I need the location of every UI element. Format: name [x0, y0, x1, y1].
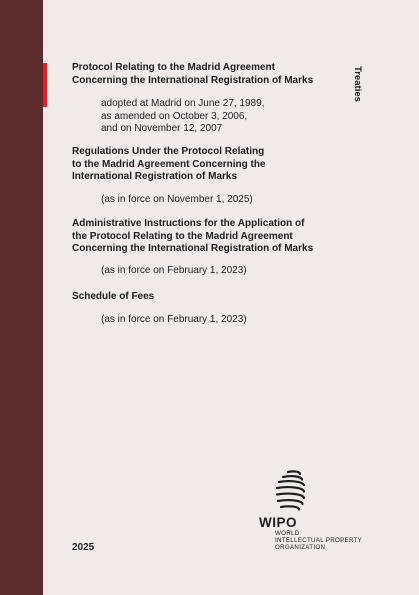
section-1-title: Protocol Relating to the Madrid Agreement Concerning the International Registration of Marks — [72, 62, 314, 86]
wipo-logo-name: WIPO — [259, 515, 297, 530]
section-1-subtitle: adopted at Madrid on June 27, 1989, as amended on October 3, 2006, and on November 12, 2007 — [101, 98, 265, 134]
section-4-title: Schedule of Fees — [72, 291, 155, 302]
red-accent-bar — [43, 63, 47, 107]
wipo-logo-fullname: WORLD INTELLECTUAL PROPERTY ORGANIZATION — [275, 530, 363, 551]
section-2-subtitle: (as in force on November 1, 2025) — [101, 194, 253, 205]
wipo-logo-icon — [274, 468, 306, 514]
section-3-title: Administrative Instructions for the Application of the Protocol Relating to the Madrid Agreement Concerning the International Registration of Marks — [72, 218, 314, 254]
section-2-title: Regulations Under the Protocol Relating to the Madrid Agreement Concerning the International Registration of Marks — [72, 146, 266, 182]
cover-spine — [0, 0, 43, 595]
section-4-subtitle: (as in force on February 1, 2023) — [101, 314, 247, 325]
section-3-subtitle: (as in force on February 1, 2023) — [101, 265, 247, 276]
publication-year: 2025 — [72, 542, 95, 553]
side-label-treaties: Treaties — [352, 66, 363, 102]
